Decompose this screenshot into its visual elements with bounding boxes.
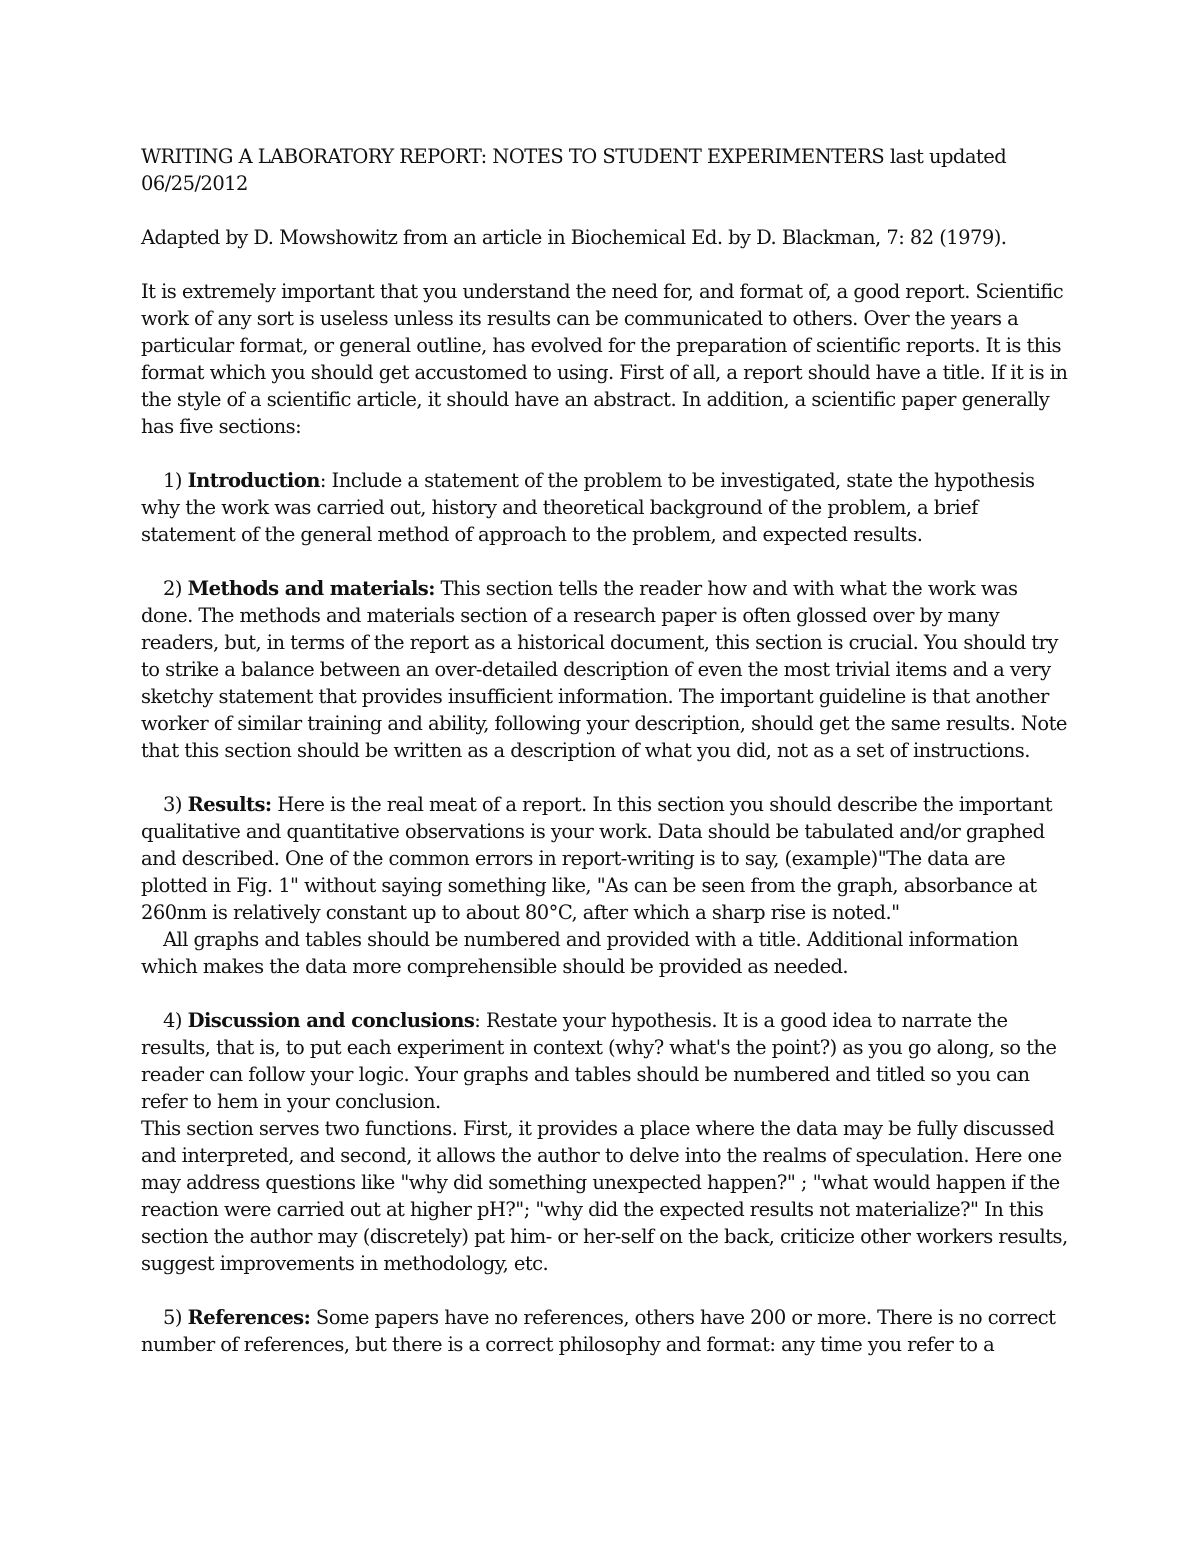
section-references [141,1304,1070,1358]
section-text: Some papers have no references, others have 200 or more. There is no correct number of references, but there is a correct philosophy and format: any time you refer to a [141,1306,1056,1356]
section-text: Here is the real meat of a report. In this section you should describe the important qualitative and quantitative observations is your work. Data should be tabulated and/or graphed and described. One of the common errors in report-writing is to say, (example)"The data are plotted in Fig. 1" without saying something like, "As can be seen from the graph, absorbance at 260nm is relatively constant up to about 80°C, after which a sharp rise is noted." [141,793,1053,924]
section-number: 1) [163,469,182,492]
section-discussion [141,1007,1070,1277]
section-number: 5) [163,1306,182,1329]
section-text: This section tells the reader how and with what the work was done. The methods and materials section of a research paper is often glossed over by many readers, but, in terms of the report as a historical document, this section is crucial. You should try to strike a balance between an over-detailed description of even the most trivial items and a very sketchy statement that provides insufficient information. The important guideline is that another worker of similar training and ability, following your description, should get the same results. Note that this section should be written as a description of what you did, not as a set of instructions. [141,577,1067,762]
section-methods [141,575,1070,764]
section-heading: Discussion and conclusions [187,1009,475,1032]
section-results [141,791,1070,980]
section-separator: : [474,1009,481,1032]
section-text: Include a statement of the problem to be investigated, state the hypothesis why the work was carried out, history and theoretical background of the problem, a brief statement of the general method of approach to the problem, and expected results. [141,469,1035,546]
document-title: WRITING A LABORATORY REPORT: NOTES TO STUDENT EXPERIMENTERS last updated 06/25/2012 [141,145,1007,195]
section-continuation [141,926,1070,980]
section-heading: Introduction [187,469,320,492]
section-number: 2) [163,577,182,600]
section-heading: Results: [187,793,272,816]
section-number: 3) [163,793,182,816]
section-heading: References: [187,1306,311,1329]
section-text: Restate your hypothesis. It is a good idea to narrate the results, that is, to put each experiment in context (why? what's the point?) as you go along, so the reader can follow your logic. Your graphs and tables should be numbered and titled so you can refer to hem in your conclusion. [141,1009,1057,1113]
section-separator: : [319,469,326,492]
section-introduction [141,467,1070,548]
attribution-line: Adapted by D. Mowshowitz from an article in Biochemical Ed. by D. Blackman, 7: 82 (1979). [141,226,1007,249]
section-number: 4) [163,1009,182,1032]
section-continuation: This section serves two functions. First, it provides a place where the data may be fully discussed and interpreted, and second, it allows the author to delve into the realms of speculation. Here one may address questions like "why did something unexpected happen?" ; "what would happen if the reaction were carried out at higher pH?"; "why did the expected results not materialize?" In this section the author may (discretely) pat him- or her-self on the back, criticize other workers results, suggest improvements in methodology, etc. [141,1117,1068,1275]
intro-paragraph: It is extremely important that you understand the need for, and format of, a good report. Scientific work of any sort is useless unless its results can be communicated to others. Over the years a particular format, or general outline, has evolved for the preparation of scientific reports. It is this format which you should get accustomed to using. First of all, a report should have a title. If it is in the style of a scientific article, it should have an abstract. In addition, a scientific paper generally has five sections: [141,280,1068,438]
section-heading: Methods and materials: [187,577,435,600]
continuation-text: All graphs and tables should be numbered and provided with a title. Additional information which makes the data more comprehensible should be provided as needed. [141,928,1018,978]
